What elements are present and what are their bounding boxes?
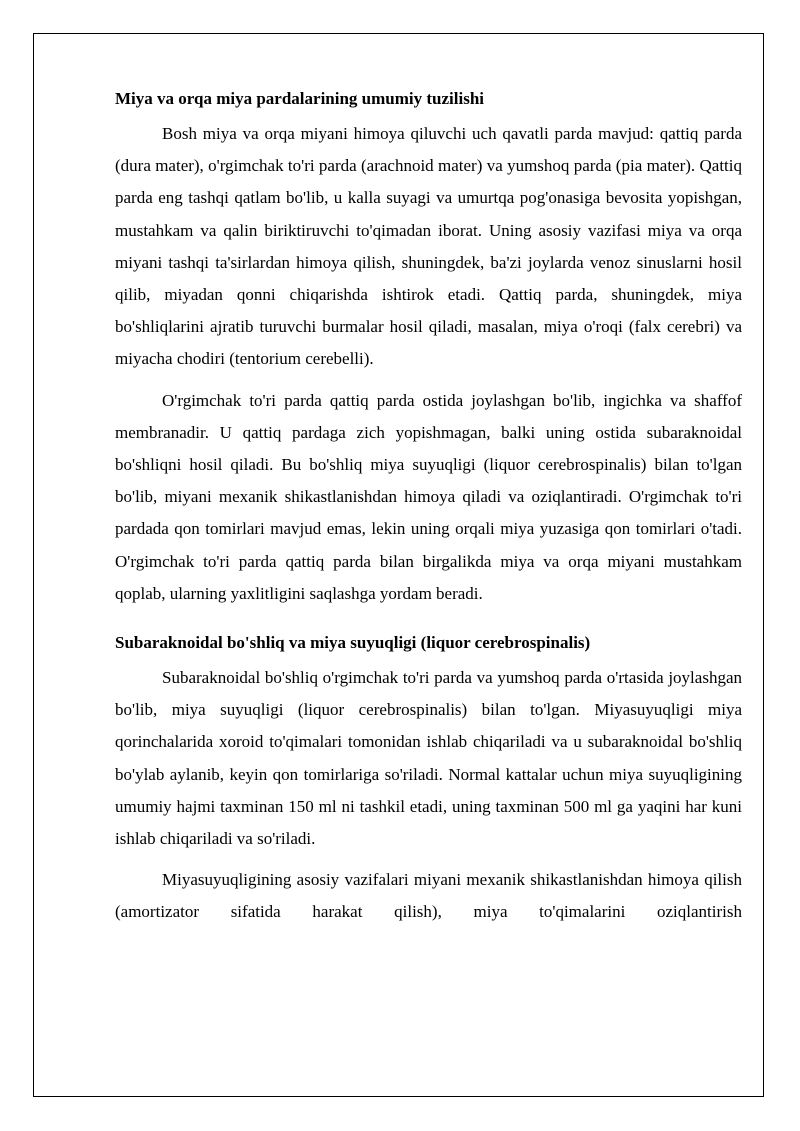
section-heading-subarachnoid: Subaraknoidal bo'shliq va miya suyuqligi (liquor cerebrospinalis) — [115, 633, 591, 653]
paragraph-dura-mater: Bosh miya va orqa miyani himoya qiluvchi uch qavatli parda mavjud: qattiq parda (dura mater), o'rgimchak to'ri parda (arachnoid mater) va yumshoq parda (pia mater). Qattiq parda eng tashqi qatlam bo'lib, u kalla suyagi va umurtqa pog'onasiga bevosita yopishgan, mustahkam va qalin biriktiruvchi to'qimadan iborat. Uning asosiy vazifasi miya va orqa miyani tashqi ta'sirlardan himoya qilish, shuningdek, ba'zi joylarda venoz sinuslarni hosil qilib, miyadan qonni chiqarishda ishtirok etadi. Qattiq parda, shuningdek, miya bo'shliqlarini ajratib turuvchi burmalar hosil qiladi, masalan, miya o'roqi (falx cerebri) va miyacha chodiri (tentorium cerebelli). — [115, 124, 742, 369]
document-body — [115, 83, 742, 929]
section-heading-meninges: Miya va orqa miya pardalarining umumiy tuzilishi — [115, 89, 485, 108]
paragraph-arachnoid-mater: O'rgimchak to'ri parda qattiq parda ostida joylashgan bo'lib, ingichka va shaffof membranadir. U qattiq pardaga zich yopishmagan, balki uning ostida subaraknoidal bo'shliqni hosil qiladi. Bu bo'shliq miya suyuqligi (liquor cerebrospinalis) bilan to'lgan bo'lib, miyani mexanik shikastlanishdan himoya qiladi va oziqlantiradi. O'rgimchak to'ri pardada qon tomirlari mavjud emas, lekin uning orqali miya yuzasiga qon tomirlari o'tadi. O'rgimchak to'ri parda qattiq parda bilan birgalikda miya va orqa miyani mustahkam qoplab, ularning yaxlitligini saqlashga yordam beradi. — [115, 390, 742, 603]
paragraph-csf-functions: Miyasuyuqligining asosiy vazifalari miyani mexanik shikastlanishdan himoya qilish (amortizator sifatida harakat qilish), miya to'qimalarini oziqlantirish — [115, 870, 742, 922]
paragraph-subarachnoid-space: Subaraknoidal bo'shliq o'rgimchak to'ri parda va yumshoq parda o'rtasida joylashgan bo'lib, miya suyuqligi (liquor cerebrospinalis) bilan to'lgan. Miyasuyuqligi miya qorinchalarida xoroid to'qimalari tomonidan ishlab chiqariladi va u subaraknoidal bo'shliq bo'ylab aylanib, keyin qon tomirlariga so'riladi. Normal kattalar uchun miya suyuqligining umumiy hajmi taxminan 150 ml ni tashkil etadi, uning taxminan 500 ml ga yaqini har kuni ishlab chiqariladi va so'riladi. — [115, 668, 742, 849]
